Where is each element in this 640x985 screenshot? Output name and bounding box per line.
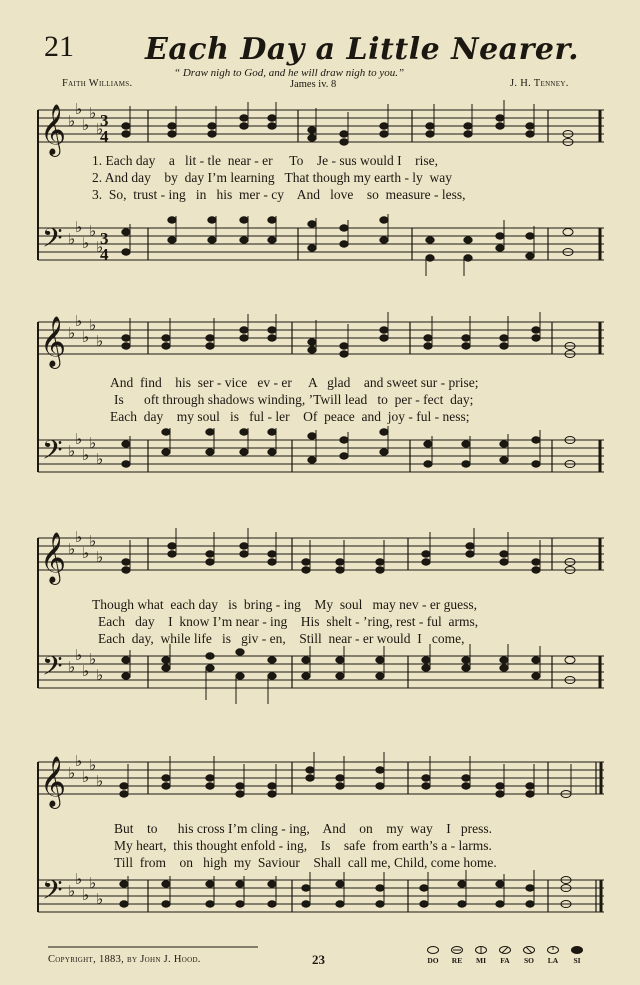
svg-text:♭: ♭ [75, 100, 83, 118]
svg-text:4: 4 [100, 127, 109, 146]
svg-text:♭: ♭ [82, 116, 90, 134]
svg-text:♭: ♭ [89, 316, 97, 334]
solfa-shape-icon [547, 946, 559, 954]
svg-text:♭: ♭ [89, 222, 97, 240]
solfa-key [422, 946, 602, 972]
solfa-label: FA [500, 956, 510, 965]
svg-text:♭: ♭ [75, 312, 83, 330]
composer-credit: J. H. Tenney. [510, 78, 569, 89]
solfa-label: SO [523, 956, 534, 965]
treble-clef-icon: 𝄞 [40, 104, 67, 155]
svg-text:♭: ♭ [89, 756, 97, 774]
lyric-line: Each day my soul is ful - ler Of peace and joy - ful - ness; [110, 409, 470, 424]
bass-clef-icon: 𝄢 [42, 222, 63, 260]
author-credit: Faith Williams. [62, 78, 133, 89]
lyric-line: Though what each day is bring - ing My soul may nev - er guess, [92, 597, 478, 612]
solfa-label: SI [573, 956, 581, 965]
svg-text:♭: ♭ [96, 332, 104, 350]
treble-clef-icon: 𝄞 [40, 756, 67, 807]
svg-text:♭: ♭ [68, 540, 76, 558]
solfa-shape-icon [451, 946, 463, 954]
hymn-title: Each Day a Little Nearer. [145, 32, 580, 67]
solfa-label: MI [476, 956, 486, 965]
lyric-line: Each day I know I’m near - ing His shelt - ’ring, rest - ful arms, [98, 614, 479, 629]
solfa-shape-icon [475, 946, 487, 954]
scripture-quote: “ Draw nigh to God, and he will draw nigh to you.” [174, 67, 405, 79]
treble-clef-icon: 𝄞 [40, 532, 67, 583]
svg-text:♭: ♭ [82, 234, 90, 252]
lyric-line: 1. Each day a lit - tle near - er To Je - sus would I rise, [92, 153, 438, 168]
svg-text:♭: ♭ [75, 870, 83, 888]
svg-text:♭: ♭ [68, 112, 76, 130]
svg-text:♭: ♭ [96, 772, 104, 790]
lyric-line: 3. So, trust - ing in his mer - cy And love so measure - less, [92, 187, 466, 202]
copyright-notice: Copyright, 1883, by John J. Hood. [48, 954, 201, 965]
svg-text:♭: ♭ [89, 874, 97, 892]
svg-text:♭: ♭ [89, 532, 97, 550]
solfa-la [542, 946, 564, 965]
svg-text:♭: ♭ [96, 666, 104, 684]
svg-text:♭: ♭ [68, 324, 76, 342]
solfa-shape-icon [427, 946, 439, 954]
bass-clef-icon: 𝄢 [42, 874, 63, 912]
svg-text:♭: ♭ [96, 238, 104, 256]
svg-text:♭: ♭ [82, 446, 90, 464]
lyric-line: And find his ser - vice ev - er A glad and sweet sur - prise; [110, 375, 479, 390]
solfa-shape-icon [499, 946, 511, 954]
lyric-line: 2. And day by day I’m learning That though my earth - ly way [92, 170, 453, 185]
svg-text:♭: ♭ [96, 890, 104, 908]
svg-text:♭: ♭ [68, 230, 76, 248]
svg-text:♭: ♭ [96, 120, 104, 138]
solfa-si [566, 946, 588, 965]
solfa-fa [494, 946, 516, 965]
lyric-line: My heart, this thought enfold - ing, Is safe from earth’s a - larms. [114, 838, 492, 853]
svg-text:♭: ♭ [68, 658, 76, 676]
svg-text:♭: ♭ [89, 434, 97, 452]
svg-text:♭: ♭ [96, 548, 104, 566]
svg-text:♭: ♭ [75, 752, 83, 770]
svg-text:♭: ♭ [82, 886, 90, 904]
solfa-label: DO [427, 956, 439, 965]
svg-text:♭: ♭ [75, 646, 83, 664]
svg-text:♭: ♭ [75, 430, 83, 448]
bass-clef-icon: 𝄢 [42, 434, 63, 472]
lyric-line: Is oft through shadows winding, ’Twill lead to per - fect day; [114, 392, 474, 407]
solfa-shape-icon [571, 946, 583, 954]
svg-text:3: 3 [100, 229, 109, 248]
solfa-so [518, 946, 540, 965]
svg-text:♭: ♭ [82, 544, 90, 562]
treble-staff [38, 538, 604, 570]
svg-text:♭: ♭ [82, 328, 90, 346]
svg-text:♭: ♭ [68, 764, 76, 782]
lyrics-system-1 [40, 152, 600, 203]
lyrics-system-2 [40, 374, 600, 425]
bass-clef-icon: 𝄢 [42, 650, 63, 688]
lyrics-system-4 [40, 820, 600, 871]
svg-text:♭: ♭ [82, 662, 90, 680]
scripture-reference: James iv. 8 [290, 79, 337, 90]
svg-text:♭: ♭ [82, 768, 90, 786]
lyric-line: Each day, while life is giv - en, Still near - er would I come, [98, 631, 465, 646]
lyric-line: But to his cross I’m cling - ing, And on my way I press. [114, 821, 492, 836]
solfa-do [422, 946, 444, 965]
svg-text:♭: ♭ [89, 104, 97, 122]
svg-text:3: 3 [100, 111, 109, 130]
page-number: 23 [312, 952, 325, 967]
treble-clef-icon: 𝄞 [40, 316, 67, 367]
svg-text:♭: ♭ [96, 450, 104, 468]
solfa-shape-icon [523, 946, 535, 954]
solfa-mi [470, 946, 492, 965]
svg-text:4: 4 [100, 245, 109, 264]
svg-text:♭: ♭ [68, 882, 76, 900]
svg-text:♭: ♭ [75, 218, 83, 236]
hymn-number: 21 [44, 30, 74, 63]
solfa-label: LA [547, 956, 559, 965]
svg-text:♭: ♭ [75, 528, 83, 546]
solfa-label: RE [451, 956, 463, 965]
svg-text:♭: ♭ [89, 650, 97, 668]
svg-text:♭: ♭ [68, 442, 76, 460]
lyric-line: Till from on high my Saviour Shall call me, Child, come home. [114, 855, 497, 870]
lyrics-system-3 [40, 596, 600, 647]
solfa-re [446, 946, 468, 965]
